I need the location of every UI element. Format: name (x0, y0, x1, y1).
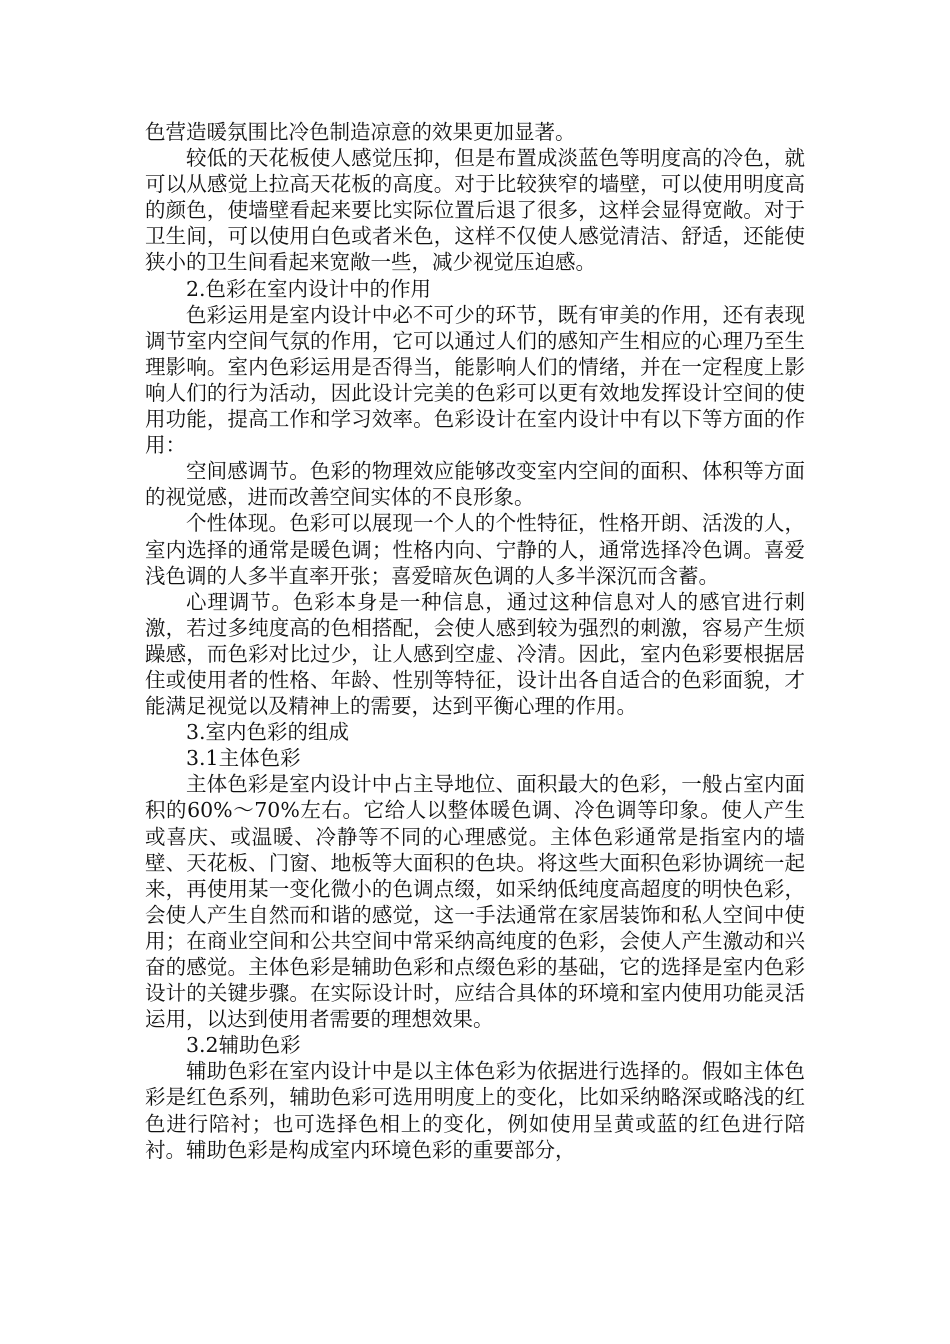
section-heading: 3.室内色彩的组成 (186, 720, 350, 745)
paragraph: 较低的天花板使人感觉压抑，但是布置成淡蓝色等明度高的冷色，就可以从感觉上拉高天花板的高度。对于比较狭窄的墙壁，可以使用明度高的颜色，使墙壁看起来要比实际位置后退了很多，这样会显得宽敞。对于卫生间，可以使用白色或者米色，这样不仅使人感觉清洁、舒适，还能使狭小的卫生间看起来宽敞一些，减少视觉压迫感。 (145, 146, 805, 275)
subsection-heading: 3.1主体色彩 (186, 746, 301, 771)
document-page (145, 119, 805, 1163)
paragraph: 个性体现。色彩可以展现一个人的个性特征，性格开朗、活泼的人，室内选择的通常是暖色调；性格内向、宁静的人，通常选择冷色调。喜爱浅色调的人多半直率开张；喜爱暗灰色调的人多半深沉而含蓄。 (145, 511, 805, 588)
paragraph: 色营造暖氛围比冷色制造凉意的效果更加显著。 (145, 120, 576, 144)
paragraph: 空间感调节。色彩的物理效应能够改变室内空间的面积、体积等方面的视觉感，进而改善空间实体的不良形象。 (145, 459, 805, 510)
subsection-heading: 3.2辅助色彩 (186, 1033, 301, 1058)
paragraph: 辅助色彩在室内设计中是以主体色彩为依据进行选择的。假如主体色彩是红色系列，辅助色彩可选用明度上的变化，比如采纳略深或略浅的红色进行陪衬；也可选择色相上的变化，例如使用呈黄或蓝的红色进行陪衬。辅助色彩是构成室内环境色彩的重要部分， (145, 1059, 805, 1162)
paragraph: 色彩运用是室内设计中必不可少的环节，既有审美的作用，还有表现调节室内空间气氛的作用，它可以通过人们的感知产生相应的心理乃至生理影响。室内色彩运用是否得当，能影响人们的情绪，并在一定程度上影响人们的行为活动，因此设计完美的色彩可以更有效地发挥设计空间的使用功能，提高工作和学习效率。色彩设计在室内设计中有以下等方面的作用： (145, 302, 805, 458)
section-heading: 2.色彩在室内设计中的作用 (186, 276, 432, 301)
paragraph: 主体色彩是室内设计中占主导地位、面积最大的色彩，一般占室内面积的60%～70%左右。它给人以整体暖色调、冷色调等印象。使人产生或喜庆、或温暖、冷静等不同的心理感觉。主体色彩通常是指室内的墙壁、天花板、门窗、地板等大面积的色块。将这些大面积色彩协调统一起来，再使用某一变化微小的色调点缀，如采纳低纯度高超度的明快色彩，会使人产生自然而和谐的感觉，这一手法通常在家居装饰和私人空间中使用；在商业空间和公共空间中常采纳高纯度的色彩，会使人产生激动和兴奋的感觉。主体色彩是辅助色彩和点缀色彩的基础，它的选择是室内色彩设计的关键步骤。在实际设计时，应结合具体的环境和室内使用功能灵活运用，以达到使用者需要的理想效果。 (145, 772, 805, 1032)
paragraph: 心理调节。色彩本身是一种信息，通过这种信息对人的感官进行刺激，若过多纯度高的色相搭配，会使人感到较为强烈的刺激，容易产生烦躁感，而色彩对比过少，让人感到空虚、冷清。因此，室内色彩要根据居住或使用者的性格、年龄、性别等特征，设计出各自适合的色彩面貌，才能满足视觉以及精神上的需要，达到平衡心理的作用。 (145, 589, 805, 719)
